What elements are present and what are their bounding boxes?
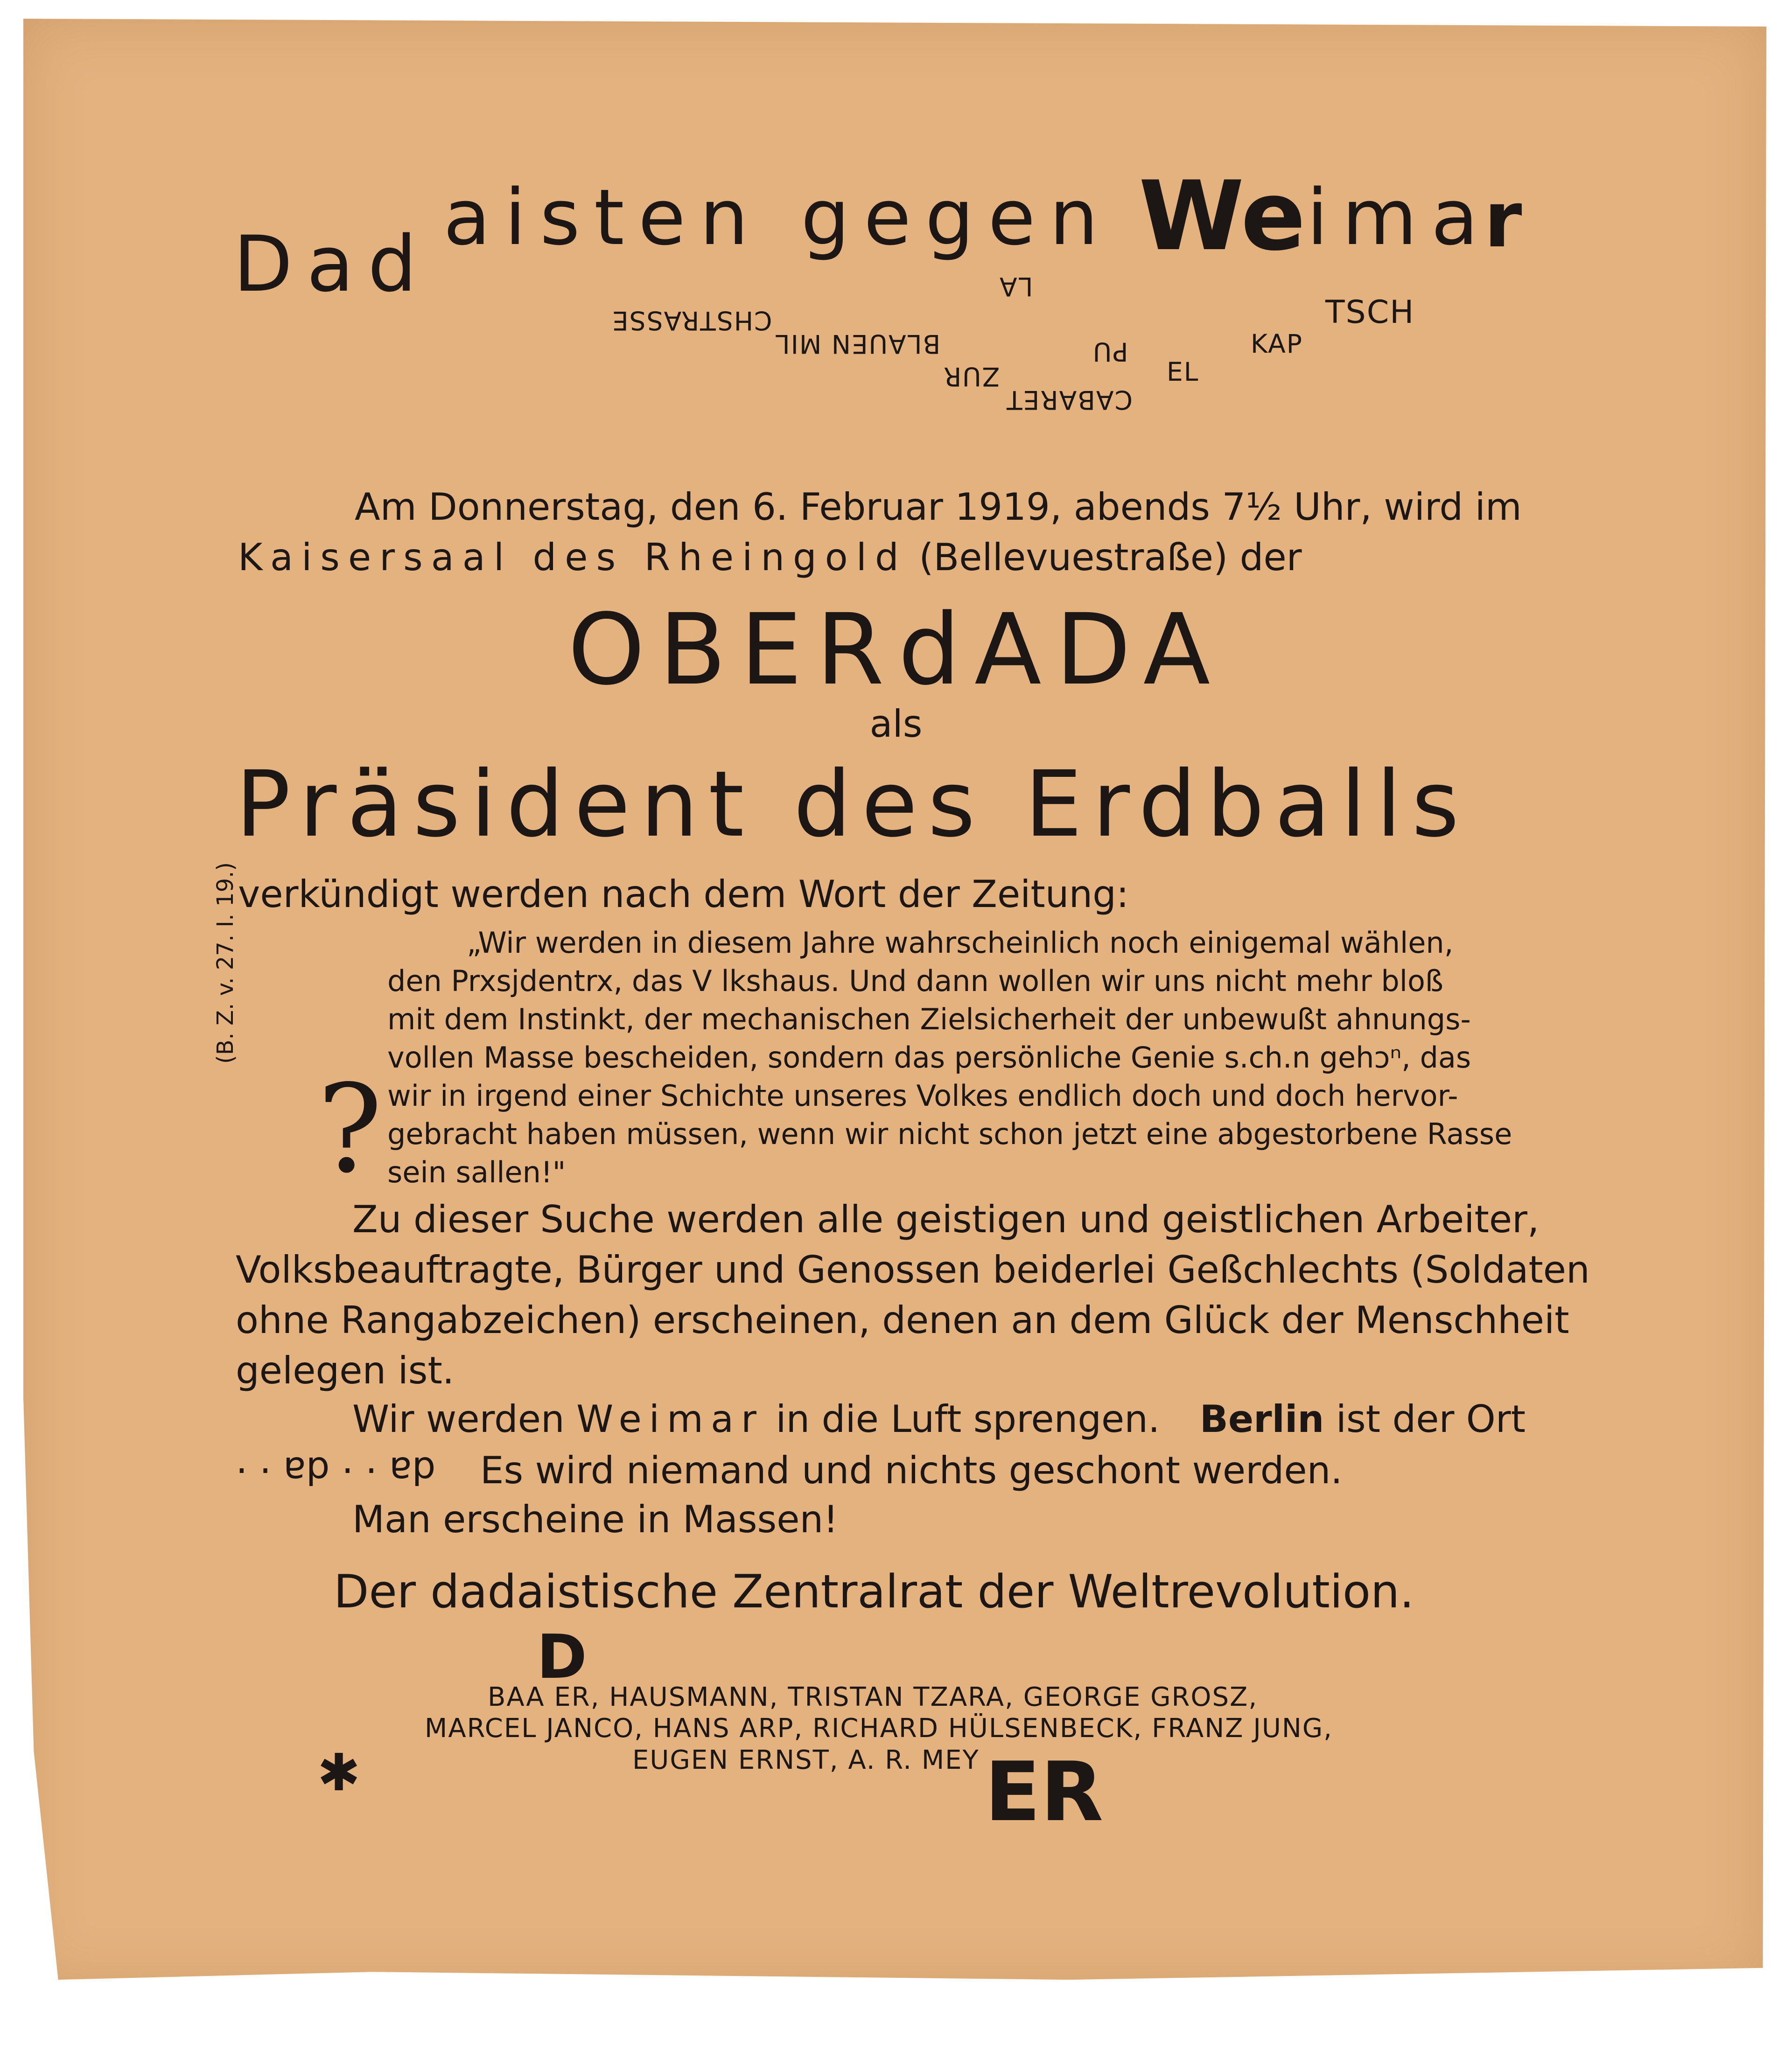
zentralrat-line: Der dadaistische Zentralrat der Weltrevolution. (334, 1565, 1414, 1619)
quote-line: vollen Masse bescheiden, sondern das persönliche Genie s.ch.n gehɔⁿ, das (387, 1040, 1471, 1075)
als-word: als (869, 702, 923, 746)
call-line: Zu dieser Suche werden alle geistigen und geistlichen Arbeiter, (352, 1198, 1540, 1241)
jumble-cabaret: CABARET (1006, 385, 1133, 415)
dada-line (236, 1449, 1343, 1492)
title-we: We (1139, 161, 1306, 272)
intro-line-1-text: Am Donnerstag, den 6. Februar 1919, abends 7½ Uhr, wird im (355, 485, 1522, 529)
weimar-word: Weimar (576, 1397, 764, 1441)
quote-line: sein sallen!" (387, 1155, 566, 1189)
jumble-tsch: TSCH (1325, 294, 1415, 331)
call-line: ohne Rangabzeichen) erscheinen, denen an dem Glück der Menschheit (236, 1298, 1569, 1342)
quote-line: gebracht haben müssen, wenn wir nicht schon jetzt eine abgestorbene Rasse (387, 1117, 1512, 1151)
quote-line: den Prxsjdentrx, das V lkshaus. Und dann wollen wir uns nicht mehr bloß (387, 964, 1443, 998)
quote-line: wir in irgend einer Schichte unseres Volkes endlich doch und doch hervor- (387, 1079, 1458, 1113)
title-r: r (1484, 175, 1522, 265)
dada-flipped: da · · da · · (236, 1449, 436, 1492)
weimar-line-end: ist der Ort (1336, 1397, 1526, 1441)
praesident-heading: Präsident des Erdballs (236, 751, 1470, 857)
quote-line: „Wir werden in diesem Jahre wahrscheinlich noch einigemal wählen, (467, 926, 1454, 960)
big-d: D (537, 1621, 587, 1692)
signatures-line-1: BAA ER, HAUSMANN, TRISTAN TZARA, GEORGE GROSZ, (488, 1682, 1258, 1712)
weimar-line-start: Wir werden (352, 1397, 565, 1441)
jumble-blauen-mil: BLAUEN MIL (775, 329, 941, 359)
jumble-kap: KAP (1251, 329, 1303, 359)
man-erscheine: Man erscheine in Massen! (352, 1498, 839, 1541)
quote-block (387, 924, 1512, 1192)
jumble-pu: PU (1092, 337, 1128, 367)
jumble-el: EL (1167, 357, 1199, 387)
intro-bellevue: (Bellevuestraße) der (919, 536, 1302, 579)
call-line: gelegen ist. (236, 1349, 455, 1392)
oberdada-heading: OBERdADA (567, 593, 1225, 707)
call-line: Volksbeauftragte, Bürger und Genossen beiderlei Geßchlechts (Soldaten (236, 1248, 1590, 1291)
intro-kaisersaal: Kaisersaal des Rheingold (238, 536, 907, 579)
berlin-word: Berlin (1199, 1397, 1324, 1441)
side-note-bz: (B. Z. v. 27. I. 19.) (212, 862, 238, 1064)
signatures-line-3: EUGEN ERNST, A. R. MEY (632, 1745, 980, 1775)
signature-er: ER (985, 1745, 1104, 1840)
verkuendigt-line: verkündigt werden nach dem Wort der Zeitung: (238, 872, 1129, 916)
question-mark: ? (317, 1059, 383, 1200)
jumble-la: LA (999, 272, 1033, 301)
intro-line-1 (355, 485, 1535, 529)
quote-line: mit dem Instinkt, der mechanischen Zielsicherheit der unbewußt ahnungs- (387, 1002, 1471, 1036)
title-ima: ima (1307, 173, 1492, 262)
dada-line-rest: Es wird niemand und nichts geschont werden. (480, 1449, 1343, 1492)
intro-line-2 (238, 536, 1535, 579)
jumble-zur: ZUR (943, 362, 1000, 391)
weimar-line (352, 1397, 1526, 1441)
weimar-line-middle: in die Luft sprengen. (776, 1397, 1160, 1441)
jumble-chstrasse: CHSTRASSE (611, 306, 772, 335)
signatures-line-2: MARCEL JANCO, HANS ARP, RICHARD HÜLSENBECK, FRANZ JUNG, (425, 1713, 1333, 1744)
title-aisten-gegen: aisten gegen (443, 173, 1113, 262)
title-dad: Dad (233, 219, 431, 309)
star-icon: ✱ (317, 1743, 361, 1802)
call-block (236, 1194, 1590, 1396)
